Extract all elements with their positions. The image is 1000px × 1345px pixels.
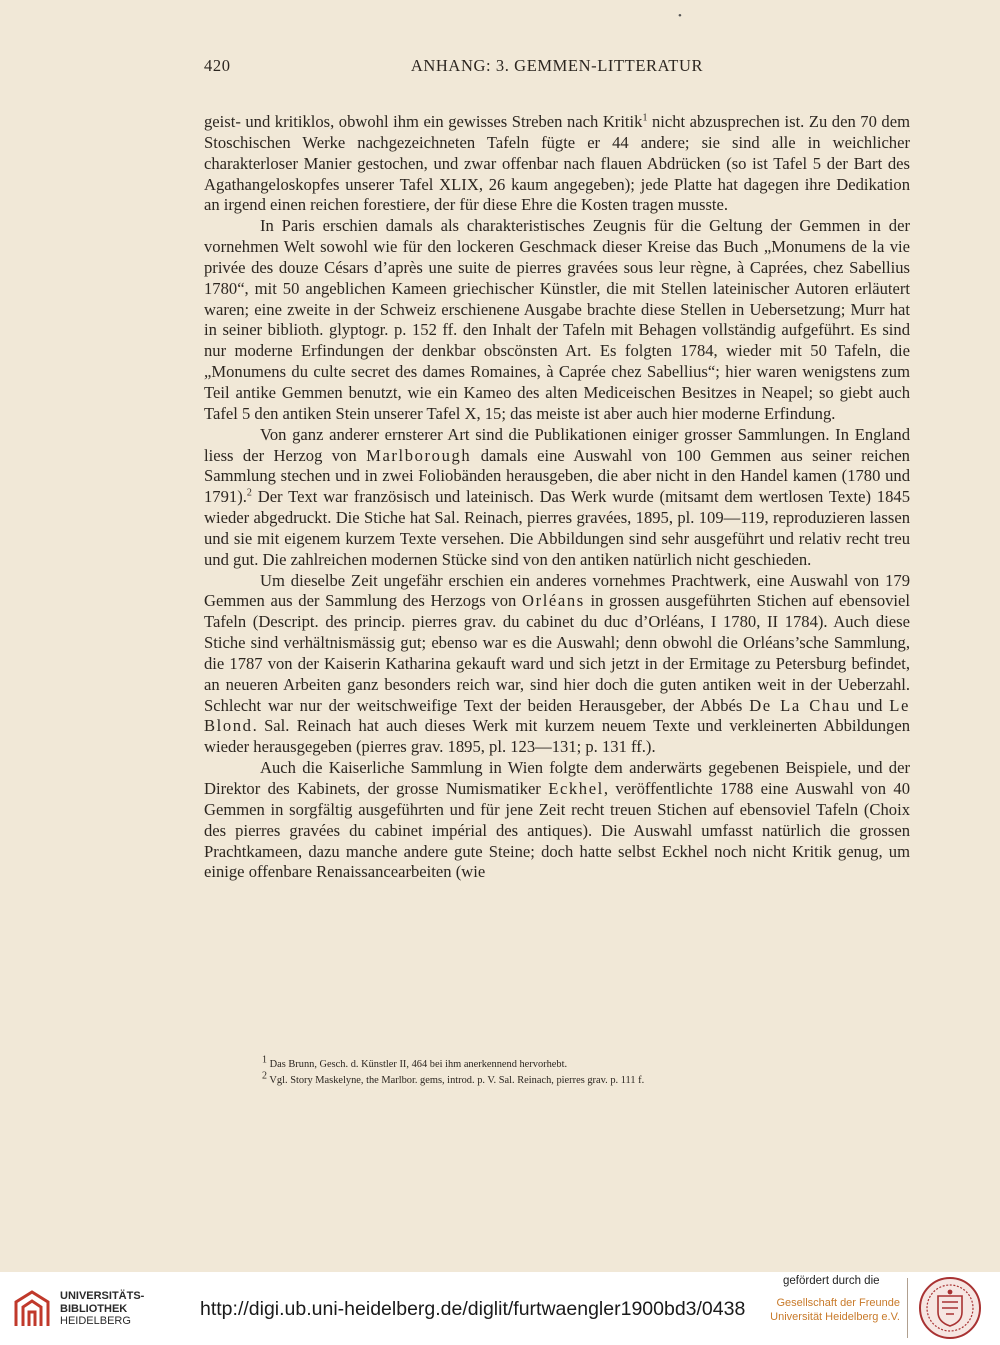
paragraph-5 <box>204 758 910 883</box>
paragraph-1 <box>204 112 910 216</box>
body-text <box>204 112 910 883</box>
p1-text-a: geist- und kritiklos, obwohl ihm ein gewisses Streben nach Kritik <box>204 112 643 131</box>
name-le-blond: Le Blond <box>204 695 910 736</box>
p4-text-d: . Sal. Reinach hat auch dieses Werk mit kurzem neuem Texte und verkleinerten Abbildungen wieder herausgegeben (pierres grav. 1895, pl. 123—131; p. 131 ff.). <box>204 716 910 757</box>
p1-text-b: nicht abzusprechen ist. Zu den 70 dem Stoschischen Werke nachgezeichneten Tafeln fügte er 44 andere; sie sind alle in weichlicher charakterloser Manier gestochen, und zwar offenbar nach flauen Abdrücken (so ist Tafel 5 der Bart des Agathangeloskopfes unserer Tafel XLIX, 26 kaum angegeben); jede Platte hat dagegen ihre Dedikation an irgend einen reichen forestiere, der für diese Ehre die Kosten tragen musste. <box>204 112 910 215</box>
library-logo-icon[interactable] <box>10 1288 54 1332</box>
footnote-2 <box>262 1070 822 1089</box>
sponsor-line-2: Universität Heidelberg e.V. <box>770 1311 900 1323</box>
name-marlborough: Marlborough <box>366 445 472 465</box>
sponsor-label: gefördert durch die <box>783 1275 880 1287</box>
footnote-1 <box>262 1054 822 1073</box>
page-number: 420 <box>204 56 231 75</box>
paragraph-2: In Paris erschien damals als charakteristisches Zeugnis für die Geltung der Gemmen in der vornehmen Welt sowohl wie für den lockeren Geschmack dieser Kreise das Buch „Monumens de la vie privée des douze Césars d’après une suite de pierres gravées sous leur règne, à Caprées, chez Sabellius 1780“, mit 50 angeblichen Kameen griechischer Künstler, die mit Stellen lateinischer Autoren erläutert waren; eine zweite in der Schweiz erschienene Ausgabe brachte diese Stellen in Uebersetzung; Murr hat in seiner biblioth. glyptogr. p. 152 ff. den Inhalt der Tafeln mit Behagen vollständig aufgeführt. Es sind nur moderne Erfindungen der denkbar obscönsten Art. Es folgten 1784, wieder mit 50 Tafeln, die „Monumens du culte secret des dames Romaines, à Caprée chez Sabellius“; hier waren wenigstens zum Teil antike Gemmen benutzt, wie ein Kameo des alten Mediceischen Besitzes in Neapel; so giebt auch Tafel 5 den antiken Stein unserer Tafel X, 15; das meiste ist aber auch hier moderne Erfindung. <box>204 216 910 423</box>
p5-text-b: , veröffentlichte 1788 eine Auswahl von 40 Gemmen in sorgfältig ausgeführten und für jene Zeit recht treuen Stichen auf ebensoviel Tafeln (Choix des pierres gravées du cabinet impérial des antiques). Die Auswahl umfasst natürlich die grossen Prachtkameen, dazu manche andere gute Steine; doch hatte selbst Eckhel noch nicht Kritik genug, um einige offenbare Renaissancearbeiten (wie <box>204 779 910 882</box>
footer-divider <box>907 1278 908 1338</box>
p3-text-a: Von ganz anderer ernsterer Art sind die Publikationen einiger grosser Sammlungen. In England liess der Herzog von <box>204 424 910 465</box>
footnote-2-text: Vgl. Story Maskelyne, the Marlbor. gems, introd. p. V. Sal. Reinach, pierres grav. p. 111 f. <box>267 1075 645 1086</box>
name-orleans: Orléans <box>521 591 585 611</box>
sponsor-line-1: Gesellschaft der Freunde <box>776 1297 900 1309</box>
library-line-3: HEIDELBERG <box>60 1315 131 1327</box>
footnote-ref-2: 2 <box>246 487 252 499</box>
footnote-ref-1: 1 <box>642 112 648 124</box>
library-name[interactable] <box>60 1290 144 1328</box>
p4-text-a: Um dieselbe Zeit ungefähr erschien ein anderes vornehmes Prachtwerk, eine Auswahl von 179 Gemmen aus der Sammlung des Herzogs von <box>204 570 910 611</box>
university-seal-icon[interactable] <box>918 1276 982 1340</box>
footnote-1-number: 1 <box>262 1054 267 1066</box>
page-url-link[interactable]: http://digi.ub.uni-heidelberg.de/diglit/furtwaengler1900bd3/0438 <box>200 1298 746 1320</box>
footnote-2-number: 2 <box>262 1070 267 1082</box>
footnote-1-text: Das Brunn, Gesch. d. Künstler II, 464 bei ihm anerkennend hervorhebt. <box>267 1059 568 1070</box>
p3-text-c: Der Text war französisch und lateinisch. Das Werk wurde (mitsamt dem wertlosen Texte) 1845 wieder abgedruckt. Die Stiche hat Sal. Reinach, pierres gravées, 1895, pl. 109—119, reproduzieren lassen und sie mit eigenem kurzem Texte versehen. Die Abbildungen sind sehr ausgeführt und relativ recht treu und gut. Die zahlreichen modernen Stücke sind von den antiken natürlich nicht geschieden. <box>204 487 910 569</box>
p4-text-c: und <box>850 695 890 715</box>
library-line-1: UNIVERSITÄTS- <box>60 1290 145 1302</box>
p3-text-b: damals eine Auswahl von 100 Gemmen aus seiner reichen Sammlung stechen und in zwei Foliobänden herausgeben, die aber nicht in den Handel kamen (1780 und 1791). <box>204 445 910 507</box>
sponsor-link[interactable] <box>770 1296 900 1324</box>
library-line-2: BIBLIOTHEK <box>60 1302 128 1315</box>
paragraph-4 <box>204 571 910 759</box>
footer-bar <box>0 1272 1000 1345</box>
p5-text-a: Auch die Kaiserliche Sammlung in Wien folgte dem anderwärts gegebenen Beispiele, und der Direktor des Kabinets, der grosse Numismatiker <box>204 758 910 798</box>
running-header <box>204 56 910 80</box>
paragraph-3 <box>204 425 910 571</box>
name-de-la-chau: De La Chau <box>749 695 851 715</box>
running-title: ANHANG: 3. GEMMEN-LITTERATUR <box>410 56 704 75</box>
speck-mark: • <box>678 10 682 22</box>
p4-text-b: in grossen ausgeführten Stichen auf ebensoviel Tafeln (Descript. des princip. pierres grav. du cabinet du duc d’Orléans, I 1780, II 1784). Auch diese Stiche sind verhältnismässig gut; ebenso war es die Auswahl; denn obwohl die Orléans’sche Sammlung, die 1787 von der Kaiserin Katharina gekauft ward und sich jetzt in der Ermitage zu Petersburg befindet, an neueren Arbeiten ganz besonders reich war, sind hier doch die guten antiken weit in der Ueberzahl. Schlecht war nur der weitschweifige Text der beiden Herausgeber, der Abbés <box>204 591 910 715</box>
name-eckhel: Eckhel <box>548 779 604 798</box>
footnotes <box>262 1054 822 1089</box>
